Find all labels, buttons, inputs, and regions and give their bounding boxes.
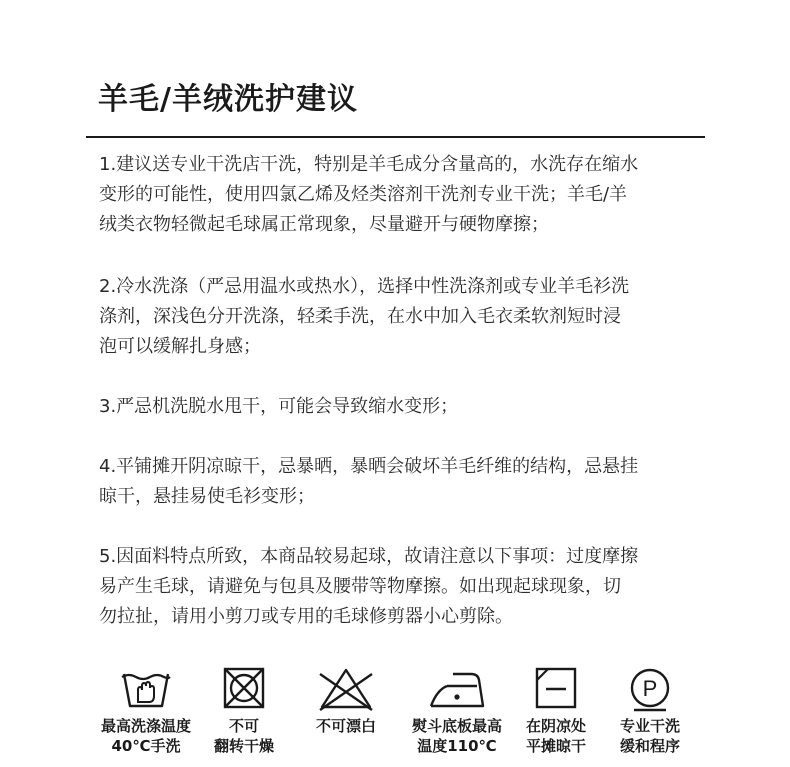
care-label-line: 温度110℃ bbox=[417, 737, 497, 755]
care-item-dry-clean bbox=[595, 664, 705, 756]
care-item-no-bleach bbox=[291, 664, 401, 736]
care-item-iron bbox=[402, 664, 512, 756]
instruction-line: 易产生毛球，请避免与包具及腰带等物摩擦。如出现起球现象，切 bbox=[99, 576, 621, 597]
no-tumble-dry-icon bbox=[214, 664, 274, 714]
care-label-line: 在阴凉处 bbox=[525, 717, 586, 735]
instruction-line: 4.平铺摊开阴凉晾干，忌暴晒，暴晒会破坏羊毛纤维的结构，忌悬挂 bbox=[99, 456, 639, 477]
care-label-line: 平摊晾干 bbox=[525, 737, 586, 755]
care-item-hand-wash bbox=[91, 664, 201, 756]
instruction-line: 涤剂，深浅色分开洗涤，轻柔手洗，在水中加入毛衣柔软剂短时浸 bbox=[99, 306, 621, 327]
hand-wash-icon bbox=[116, 664, 176, 714]
instruction-line: 绒类衣物轻微起毛球属正常现象，尽量避开与硬物摩擦； bbox=[99, 214, 549, 235]
care-item-no-tumble-dry bbox=[189, 664, 299, 756]
care-label-line: 翻转干燥 bbox=[213, 737, 274, 755]
instruction-2 bbox=[99, 272, 699, 362]
care-label-line: 最高洗涤温度 bbox=[100, 717, 191, 735]
instruction-line: 5.因面料特点所致，本商品较易起球，故请注意以下事项：过度摩擦 bbox=[99, 546, 639, 567]
dry-clean-p-icon bbox=[620, 664, 680, 714]
care-label-line: 熨斗底板最高 bbox=[411, 717, 502, 735]
instruction-3 bbox=[99, 392, 699, 422]
svg-text:P: P bbox=[642, 676, 658, 701]
dry-flat-shade-icon bbox=[526, 664, 586, 714]
care-label-line: 缓和程序 bbox=[619, 737, 680, 755]
care-label-line: 40℃手洗 bbox=[111, 737, 181, 755]
care-label-line: 不可 bbox=[228, 717, 259, 735]
instruction-4 bbox=[99, 452, 699, 512]
instruction-line: 3.严忌机洗脱水甩干，可能会导致缩水变形； bbox=[99, 396, 459, 417]
instruction-line: 勿拉扯，请用小剪刀或专用的毛球修剪器小心剪除。 bbox=[99, 606, 513, 627]
care-label-line: 专业干洗 bbox=[619, 717, 680, 735]
iron-110-icon bbox=[425, 664, 489, 714]
care-label-line: 不可漂白 bbox=[315, 717, 376, 735]
title-divider bbox=[86, 136, 705, 138]
instruction-line: 2.冷水洗涤（严忌用温水或热水），选择中性洗涤剂或专业羊毛衫洗 bbox=[99, 276, 630, 297]
instruction-line: 1.建议送专业干洗店干洗，特别是羊毛成分含量高的，水洗存在缩水 bbox=[99, 154, 639, 175]
instruction-line: 晾干，悬挂易使毛衫变形； bbox=[99, 486, 315, 507]
no-bleach-icon bbox=[316, 664, 376, 714]
instruction-line: 变形的可能性，使用四氯乙烯及烃类溶剂干洗剂专业干洗；羊毛/羊 bbox=[99, 184, 628, 205]
page-title: 羊毛/羊绒洗护建议 bbox=[98, 82, 358, 117]
instruction-line: 泡可以缓解扎身感； bbox=[99, 336, 261, 357]
instruction-5 bbox=[99, 542, 699, 632]
instruction-1 bbox=[99, 150, 699, 240]
